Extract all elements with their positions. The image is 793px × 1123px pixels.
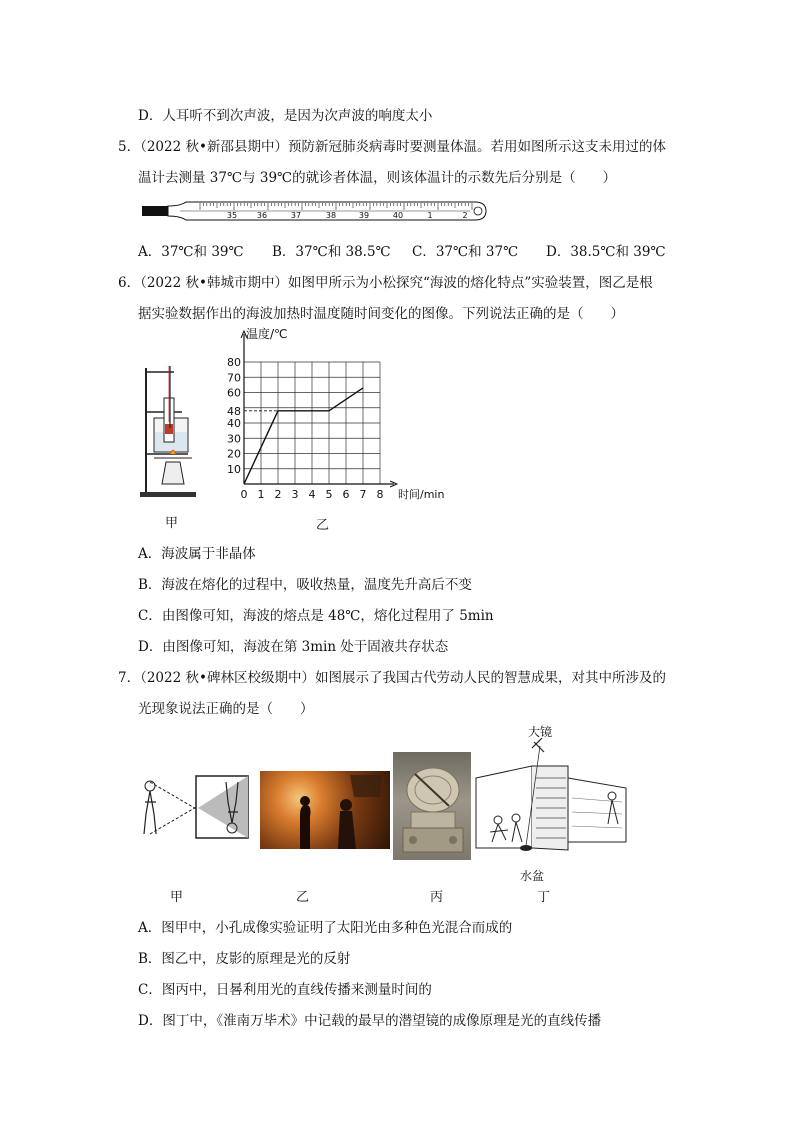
- mirror-label: 大镜: [528, 725, 553, 739]
- q7-option-c: C．图丙中，日晷利用光的直线传播来测量时间的: [138, 982, 432, 998]
- figure-caption-jia: 甲: [165, 516, 179, 531]
- q5-option-a: A．37℃和 39℃: [138, 244, 244, 260]
- x-tick-label: 6: [342, 488, 350, 501]
- x-tick-label: 8: [376, 488, 384, 501]
- q5-stem-line-1: 5．（2022 秋•新邵县期中）预防新冠肺炎病毒时要测量体温。若用如图所示这支未用过的体: [118, 139, 666, 155]
- periscope-woodcut-picture: [472, 738, 628, 858]
- q7-option-d: D．图丁中，《淮南万毕术》中记载的最早的潜望镜的成像原理是光的直线传播: [138, 1013, 602, 1029]
- x-tick-label: 1: [257, 488, 265, 501]
- q7-option-a: A．图甲中，小孔成像实验证明了太阳光由多种色光混合而成的: [138, 920, 513, 936]
- melting-curve-chart: [224, 326, 458, 508]
- x-tick-label: 3: [291, 488, 299, 501]
- thermometer-figure: [140, 196, 490, 226]
- q5-option-b: B．37℃和 38.5℃: [272, 244, 391, 260]
- q6-option-d: D．由图像可知，海波在第 3min 处于固液共存状态: [138, 639, 449, 655]
- q6-option-a: A．海波属于非晶体: [138, 546, 256, 562]
- y-tick-label: 60: [227, 386, 241, 400]
- scale-label: 36: [256, 211, 268, 220]
- y-tick-label: 70: [227, 371, 241, 385]
- x-tick-label: 2: [274, 488, 282, 501]
- scale-label: 37: [290, 211, 302, 220]
- scale-label: 35: [226, 211, 238, 220]
- scale-label: 1: [427, 211, 433, 220]
- x-tick-label: 4: [308, 488, 316, 501]
- q5-option-c: C．37℃和 37℃: [412, 244, 519, 260]
- q6-stem-line-1: 6．（2022 秋•韩城市期中）如图甲所示为小松探究“海波的熔化特点”实验装置，图乙是根: [118, 275, 653, 291]
- scale-label: 39: [358, 211, 370, 220]
- pinhole-imaging-picture: [136, 774, 258, 840]
- scale-label: 40: [392, 211, 404, 220]
- shadow-puppet-picture: [260, 771, 390, 849]
- y-tick-label: 10: [227, 462, 241, 476]
- heating-apparatus-figure: [136, 362, 202, 502]
- x-tick-label: 0: [240, 488, 248, 501]
- y-tick-label: 20: [227, 447, 241, 461]
- temperature-curve: [244, 388, 363, 484]
- sundial-picture: [393, 752, 471, 860]
- y-tick-label: 48: [227, 404, 241, 418]
- figure-caption-yi-2: 乙: [296, 890, 310, 905]
- x-tick-label: 5: [325, 488, 333, 501]
- q7-stem-line-2: 光现象说法正确的是（ ）: [138, 701, 314, 717]
- figure-caption-bing: 丙: [430, 890, 444, 905]
- q7-option-b: B．图乙中，皮影的原理是光的反射: [138, 951, 351, 967]
- figure-caption-yi: 乙: [316, 518, 330, 533]
- q6-option-c: C．由图像可知，海波的熔点是 48℃，熔化过程用了 5min: [138, 608, 494, 624]
- scale-label: 38: [325, 211, 337, 220]
- q7-stem-line-1: 7．（2022 秋•碑林区校级期中）如图展示了我国古代劳动人民的智慧成果，对其中所涉及的: [118, 670, 666, 686]
- scale-label: 2: [462, 211, 468, 220]
- figure-caption-ding: 丁: [537, 890, 551, 905]
- x-axis-label: 时间/min: [398, 488, 445, 501]
- q5-option-d: D．38.5℃和 39℃: [546, 244, 666, 260]
- q5-stem-line-2: 温计去测量 37℃与 39℃的就诊者体温，则该体温计的示数先后分别是（ ）: [138, 170, 617, 186]
- x-tick-label: 7: [359, 488, 367, 501]
- q6-option-b: B．海波在熔化的过程中，吸收热量，温度先升高后不变: [138, 577, 472, 593]
- figure-caption-jia-2: 甲: [170, 890, 184, 905]
- y-tick-label: 40: [227, 417, 241, 430]
- basin-label: 水盆: [520, 869, 545, 883]
- y-tick-label: 30: [227, 432, 241, 446]
- y-tick-label: 80: [227, 356, 241, 369]
- y-axis-label: 温度/℃: [246, 327, 288, 341]
- q6-stem-line-2: 据实验数据作出的海波加热时温度随时间变化的图像。下列说法正确的是（ ）: [138, 306, 624, 322]
- q4-option-d: D．人耳听不到次声波，是因为次声波的响度太小: [138, 108, 433, 124]
